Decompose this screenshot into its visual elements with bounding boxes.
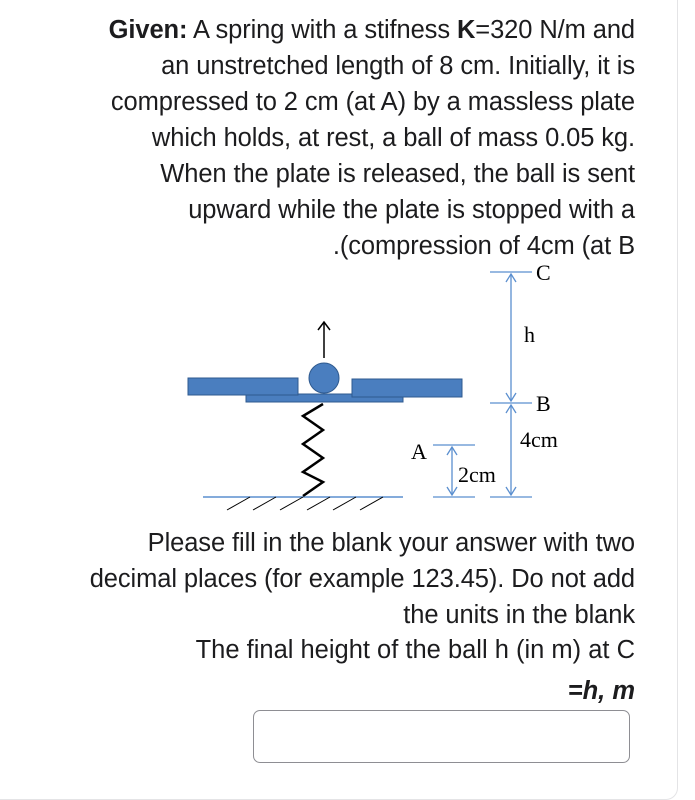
answer-input[interactable] <box>253 710 630 763</box>
problem-line-3: compressed to 2 cm (at A) by a massless plate <box>110 88 635 116</box>
label-c: C <box>536 260 551 285</box>
instruction-line-3: the units in the blank <box>403 601 635 629</box>
label-2cm: 2cm <box>458 462 496 487</box>
problem-line-2: an unstretched length of 8 cm. Initially, it is <box>161 52 635 80</box>
question-text: The final height of the ball h (in m) at C <box>195 636 635 664</box>
label-h: h <box>524 322 535 347</box>
spring-diagram <box>170 250 570 530</box>
label-b: B <box>536 391 551 416</box>
label-4cm: 4cm <box>520 427 558 452</box>
ground-hatching <box>227 497 383 510</box>
instruction-line-1: Please fill in the blank your answer with two <box>147 529 635 557</box>
instruction-line-2: decimal places (for example 123.45). Do not add <box>89 565 635 593</box>
label-a: A <box>411 439 427 464</box>
problem-line-4: which holds, at rest, a ball of mass 0.05 kg. <box>151 124 635 152</box>
given-label: Given: <box>108 16 188 44</box>
problem-line-1: Given: A spring with a stifness K=320 N/m and <box>108 16 635 44</box>
upper-plate-left <box>188 378 298 395</box>
upper-plate-right <box>352 379 462 397</box>
spring <box>303 404 323 496</box>
ball <box>309 363 339 393</box>
unit-label: =h, m <box>567 677 635 705</box>
problem-line-7: .(compression of 4cm (at B <box>332 232 635 260</box>
problem-line-6: upward while the plate is stopped with a <box>188 196 635 224</box>
instructions <box>0 525 635 633</box>
up-arrow-icon <box>318 322 330 358</box>
problem-line-5: When the plate is released, the ball is sent <box>160 160 635 188</box>
problem-statement <box>0 12 635 264</box>
